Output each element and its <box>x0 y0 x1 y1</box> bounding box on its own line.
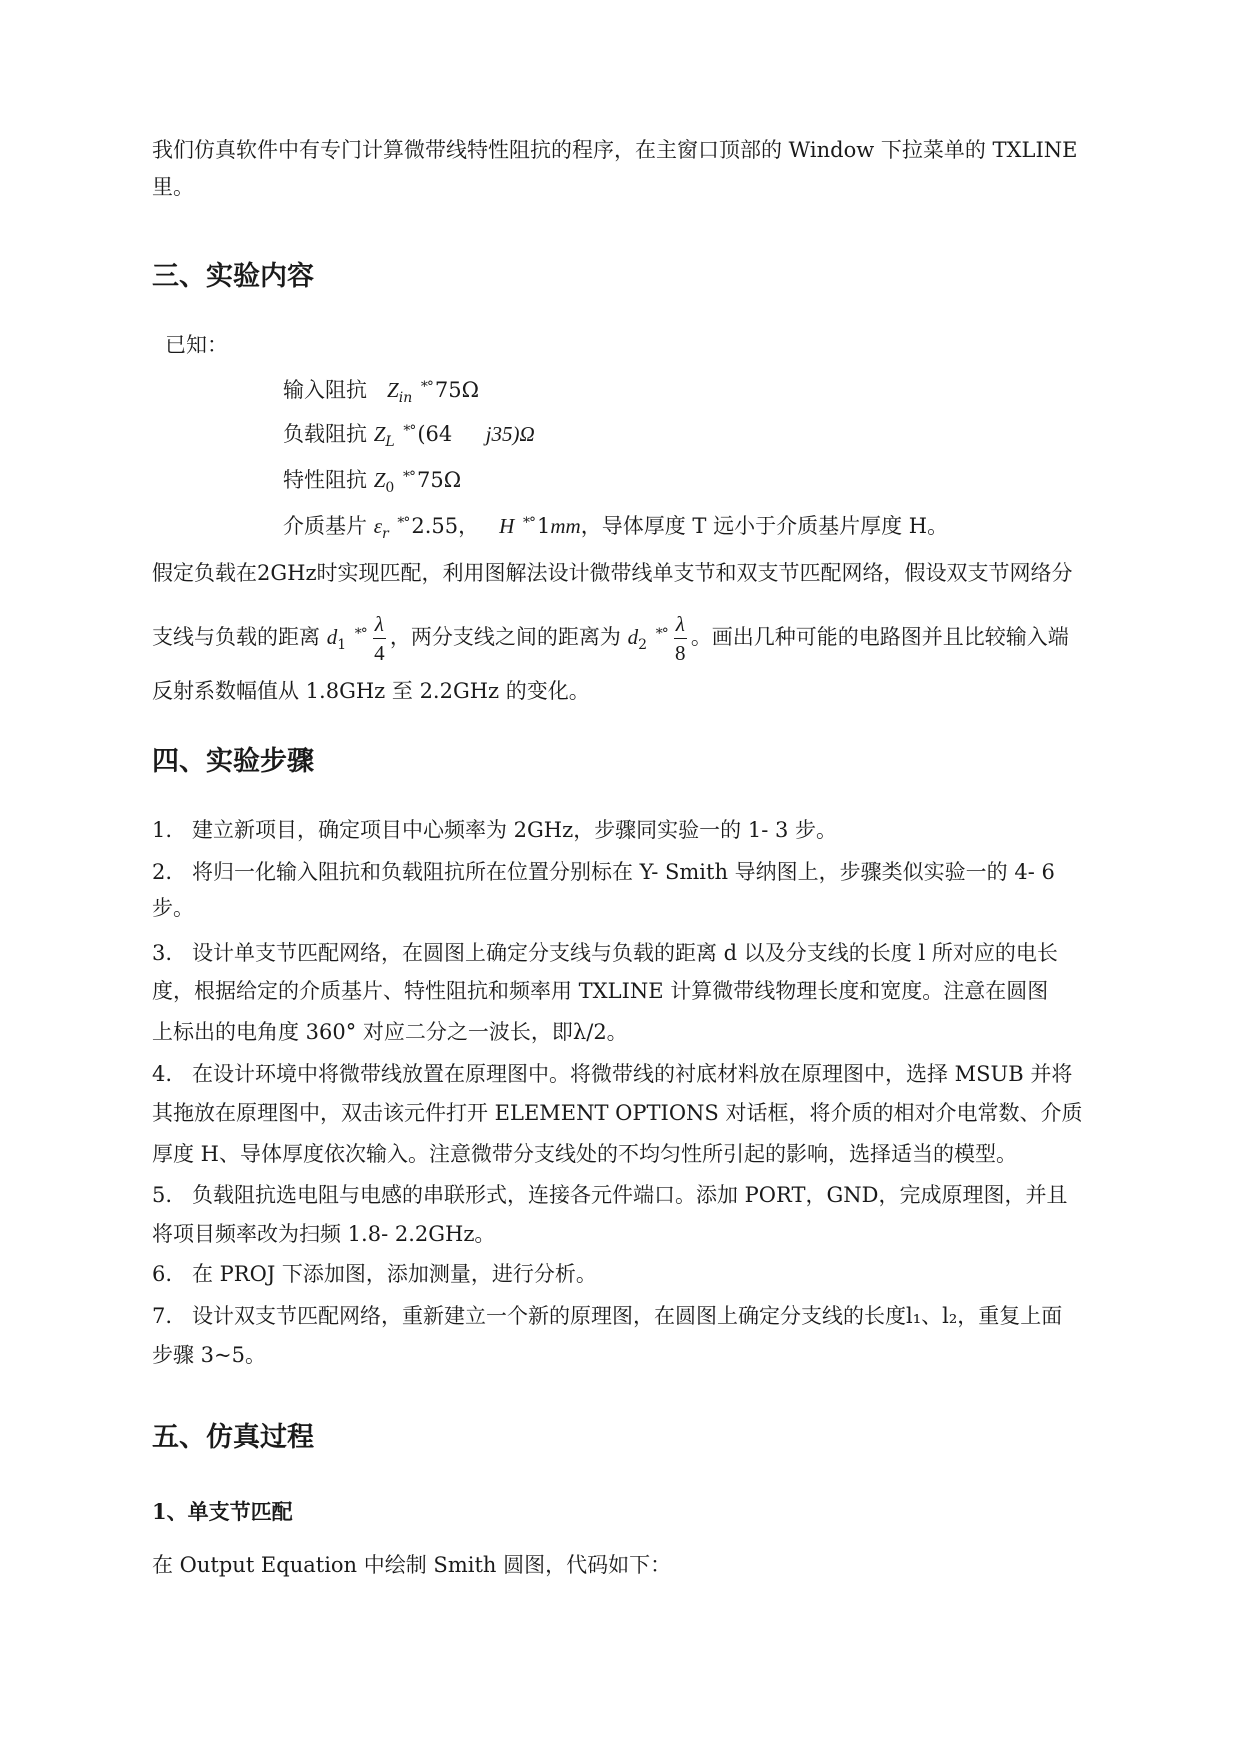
equals-glyph: *° <box>402 469 415 485</box>
equals-glyph: *° <box>397 515 410 531</box>
desc-line-2-b: ，两分支线之间的距离为 <box>389 625 621 649</box>
d2-symbol: d <box>627 625 639 649</box>
intro-line-2: 里。 <box>152 175 194 199</box>
fraction-denominator: 4 <box>374 641 385 665</box>
desc-line-2 <box>152 606 1069 673</box>
step-1 <box>152 815 837 845</box>
h-unit: mm <box>550 514 581 538</box>
equals-glyph: *° <box>403 423 416 439</box>
er-subscript: r <box>381 526 389 542</box>
zin-label: 输入阻抗 <box>283 378 367 402</box>
step-4-cont-2: 厚度 H、导体厚度依次输入。注意微带分支线处的不均匀性所引起的影响，选择适当的模型。 <box>152 1142 1017 1166</box>
fraction-denominator: 8 <box>675 641 686 665</box>
param-zin <box>283 372 479 413</box>
step-6 <box>152 1259 597 1289</box>
step-5 <box>152 1180 1067 1210</box>
section-3-heading: 三、实验内容 <box>152 261 314 292</box>
section-5-heading: 五、仿真过程 <box>152 1422 314 1453</box>
step-number: 4. <box>152 1062 173 1086</box>
subsection-heading: 1、单支节匹配 <box>152 1499 293 1524</box>
step-7-cont: 步骤 3~5。 <box>152 1343 266 1367</box>
substrate-label: 介质基片 <box>283 514 367 538</box>
zl-value: (64 <box>417 422 453 446</box>
step-text: 设计单支节匹配网络，在圆图上确定分支线与负载的距离 d 以及分支线的长度 l 所对应的电长 <box>192 941 1058 965</box>
step-2 <box>152 857 1055 887</box>
step-2-cont: 步。 <box>152 896 194 920</box>
section-4-heading: 四、实验步骤 <box>152 746 314 777</box>
step-3-cont-1: 度，根据给定的介质基片、特性阻抗和频率用 TXLINE 计算微带线物理长度和宽度。注意在圆图 <box>152 979 1049 1003</box>
substrate-rest: ，导体厚度 T 远小于介质基片厚度 H。 <box>580 514 949 538</box>
step-number: 7. <box>152 1304 173 1328</box>
step-text: 在 PROJ 下添加图，添加测量，进行分析。 <box>192 1262 597 1286</box>
param-substrate <box>283 508 948 549</box>
zin-subscript: in <box>398 390 413 406</box>
param-z0 <box>283 462 461 503</box>
step-5-cont: 将项目频率改为扫频 1.8- 2.2GHz。 <box>152 1222 496 1246</box>
step-4-cont-1: 其拖放在原理图中，双击该元件打开 ELEMENT OPTIONS 对话框，将介质的相对介电常数、介质 <box>152 1101 1083 1125</box>
d1-subscript: 1 <box>337 637 347 653</box>
step-7 <box>152 1301 1062 1331</box>
desc-line-2-a: 支线与负载的距离 <box>152 625 320 649</box>
step-number: 6. <box>152 1262 173 1286</box>
zin-value: 75Ω <box>434 378 480 402</box>
intro-line-1: 我们仿真软件中有专门计算微带线特性阻抗的程序，在主窗口顶部的 Window 下拉菜单的 TXLINE <box>152 138 1078 162</box>
equals-glyph: *° <box>523 515 536 531</box>
desc-line-1: 假定负载在2GHz时实现匹配，利用图解法设计微带线单支节和双支节匹配网络，假设双支节网络分 <box>152 561 1073 585</box>
z0-value: 75Ω <box>416 468 462 492</box>
known-label: 已知： <box>165 333 228 357</box>
equals-glyph: *° <box>354 626 367 642</box>
step-3-cont-2: 上标出的电角度 360° 对应二分之一波长，即λ/2。 <box>152 1020 628 1044</box>
d2-subscript: 2 <box>638 637 648 653</box>
step-number: 1. <box>152 818 173 842</box>
equals-glyph: *° <box>655 626 668 642</box>
h-value: 1 <box>537 514 551 538</box>
fraction-lambda-8 <box>674 610 687 667</box>
er-symbol: ε <box>373 514 382 538</box>
section-5-line-1: 在 Output Equation 中绘制 Smith 圆图，代码如下： <box>152 1553 672 1577</box>
er-value: 2.55， <box>411 514 480 538</box>
step-number: 3. <box>152 941 173 965</box>
step-text: 将归一化输入阻抗和负载阻抗所在位置分别标在 Y- Smith 导纳图上，步骤类似实验一的 4- 6 <box>192 860 1055 884</box>
fraction-numerator: λ <box>373 610 386 639</box>
step-number: 5. <box>152 1183 173 1207</box>
zl-symbol: Z <box>373 422 386 446</box>
equals-glyph: *° <box>420 379 433 395</box>
param-zl <box>283 416 535 457</box>
zin-symbol: Z <box>387 378 399 402</box>
zl-value-imag: j35)Ω <box>485 422 535 446</box>
desc-line-2-c: 。画出几种可能的电路图并且比较输入端 <box>690 625 1069 649</box>
step-text: 设计双支节匹配网络，重新建立一个新的原理图，在圆图上确定分支线的长度l₁、l₂，重复上面 <box>192 1304 1063 1328</box>
fraction-lambda-4 <box>373 610 386 667</box>
desc-line-3: 反射系数幅值从 1.8GHz 至 2.2GHz 的变化。 <box>152 679 590 703</box>
fraction-numerator: λ <box>674 610 687 639</box>
step-text: 建立新项目，确定项目中心频率为 2GHz，步骤同实验一的 1- 3 步。 <box>192 818 838 842</box>
z0-symbol: Z <box>373 468 386 492</box>
step-text: 在设计环境中将微带线放置在原理图中。将微带线的衬底材料放在原理图中，选择 MSUB 并将 <box>192 1062 1073 1086</box>
z0-subscript: 0 <box>385 480 395 496</box>
h-symbol: H <box>499 514 515 538</box>
step-4 <box>152 1059 1072 1089</box>
d1-symbol: d <box>326 625 338 649</box>
step-3 <box>152 938 1058 968</box>
step-number: 2. <box>152 860 173 884</box>
step-text: 负载阻抗选电阻与电感的串联形式，连接各元件端口。添加 PORT，GND，完成原理图，并且 <box>192 1183 1068 1207</box>
zl-subscript: L <box>385 434 395 450</box>
z0-label: 特性阻抗 <box>283 468 367 492</box>
zl-label: 负载阻抗 <box>283 422 367 446</box>
